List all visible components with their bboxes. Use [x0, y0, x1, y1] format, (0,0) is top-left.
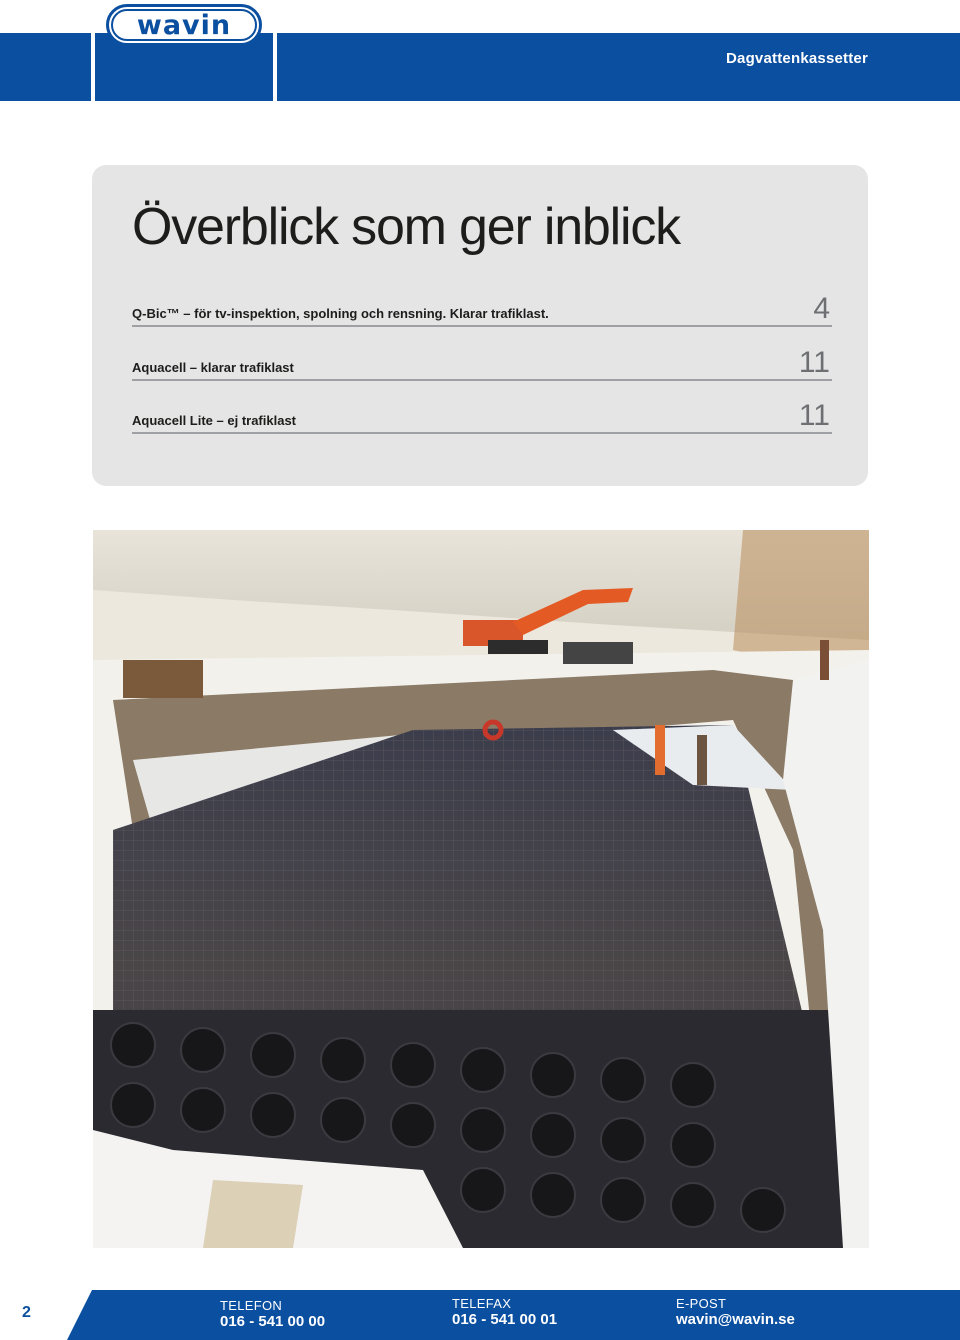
phone-value[interactable]: 016 - 541 00 00	[220, 1313, 326, 1330]
contents-entry-label: Aquacell – klarar trafiklast	[132, 360, 294, 375]
header-band-left	[0, 33, 91, 101]
contents-entry[interactable]	[132, 399, 832, 434]
wavin-logo	[106, 4, 262, 46]
fax-label: TELEFAX	[452, 1296, 512, 1311]
contents-entry-page: 11	[798, 399, 830, 432]
contents-title: Överblick som ger inblick	[132, 198, 680, 256]
contents-entry-page: 11	[798, 346, 830, 379]
email-contact	[676, 1296, 795, 1328]
phone-label: TELEFON	[220, 1298, 283, 1313]
installation-site-photo	[93, 530, 869, 1248]
contents-box	[92, 165, 868, 486]
contents-entry-label: Q-Bic™ – för tv-inspektion, spolning och rensning. Klarar trafiklast.	[132, 306, 549, 321]
email-link[interactable]: wavin@wavin.se	[676, 1311, 795, 1328]
contents-entry-label: Aquacell Lite – ej trafiklast	[132, 413, 297, 428]
fax-value: 016 - 541 00 01	[452, 1311, 558, 1328]
phone-contact	[220, 1298, 325, 1330]
header-band-right	[277, 33, 960, 101]
fax-contact	[452, 1296, 557, 1328]
logo-wordmark: wavin	[111, 9, 257, 41]
contents-entry[interactable]	[132, 346, 832, 381]
page-number: 2	[22, 1304, 31, 1321]
contents-entry[interactable]	[132, 292, 832, 327]
email-label: E-POST	[676, 1296, 727, 1311]
section-title: Dagvattenkassetter	[726, 50, 868, 67]
contents-entry-page: 4	[813, 292, 830, 325]
